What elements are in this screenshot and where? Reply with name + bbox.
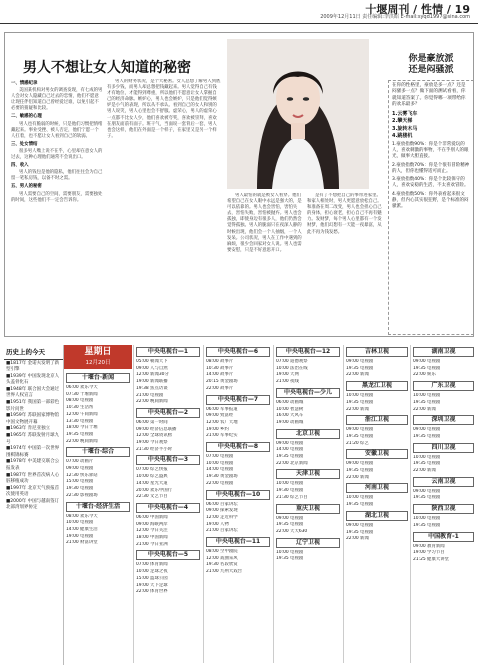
program-line: 08:00 欢乐今天	[66, 513, 98, 519]
channel-name: 中央电视台—6	[206, 347, 270, 357]
program-line: 06:00 动画城	[276, 399, 304, 405]
article-paragraph: 男人最怕的就是被女人看穿。他们希望自己在女人眼中永远是强大的，是可以依靠的。男人也会害怕，害怕失去，害怕失败，害怕被抛弃。男人也会孤独，即使身边有很多人，他们仍然会觉得孤独。男人的脆弱只在夜深人静的时候出现，他们会一个人抽烟，一个人发呆。公司状况，男人在工作中遇到的麻烦，很少会回家对女人说。男人也需要安慰，只是不好意思开口。	[227, 193, 302, 253]
tv-column-2	[136, 345, 200, 665]
program-line: 14:00 星光大道	[136, 480, 168, 486]
program-line: 22:00 体育世界	[136, 589, 168, 595]
program-line: 22:00 晚间新闻	[136, 399, 168, 405]
program-line: 21:00 财富讲堂	[66, 540, 98, 546]
program-line: 07:00 动画片	[66, 459, 94, 465]
program-line: 19:35 电视剧	[413, 399, 441, 405]
program-line: 12:00 戏曲采风	[206, 555, 238, 561]
article-paragraph: 男人的财务状况，是个大秘密。女人总想了解男人到底有多少钱，而男人却总想把钱藏起来。男人觉得自己有钱才有地位，才能得到尊重，所以他们不愿意让女人掌握自己的经济命脉。嫉妒心，男人也会嫉妒，只是他们觉得嫉妒是小气的表现，所以从不承认。看到自己的女人和别的男人说笑，男人心里也会不舒服。虚荣心，男人的虚荣心一点都不比女人少，他们喜欢被夸奖，喜欢被崇拜，喜欢在朋友面前有面子。班干气，当面说一套背后一套，男人也会这样，他们在外面是一个样子，在家里又是另一个样子。	[107, 79, 221, 139]
history-item: ■1974年 中国第一次世界围棋锦标赛	[6, 446, 60, 458]
program-line: 19:00 今日观察	[136, 440, 168, 446]
history-item: ■1997年 北京天气预报首次使用英语	[6, 485, 60, 497]
program-line: 21:30 经济半小时	[136, 446, 173, 452]
quiz-title: 你是豪放派 还是闷骚派	[408, 54, 454, 75]
column-divider	[410, 345, 411, 663]
program-line: 07:00 道德观察	[276, 359, 308, 364]
section-heading: 二、敏感的心理	[11, 114, 42, 120]
program-line: 19:35 电视剧	[413, 461, 441, 467]
program-line: 15:00 篮球公园	[136, 575, 168, 581]
channel-name: 中央电视台—12	[276, 347, 340, 357]
program-line: 22:00 新闻	[346, 372, 369, 378]
program-line: 10:00 电视剧	[66, 520, 94, 526]
program-line: 20:00 欢乐中国行	[136, 487, 173, 493]
program-line: 22:00 电视剧	[206, 480, 234, 486]
program-line: 09:00 探索发现	[206, 508, 238, 514]
program-line: 19:30 电视剧	[276, 488, 304, 494]
section-heading: 三、处女情结	[11, 141, 38, 147]
quiz-result: 1.豪放指数90%：你是个非常爱玩的人，喜欢刺激的事物，不在乎别人的眼光，做事大胆直接。	[392, 141, 469, 160]
section-text: 男人也有脆弱的时候，只是他们习惯把情绪藏起来。事业受挫、被人否定，他们宁愿一个人扛着，也不愿让女人看到自己的软弱。	[11, 121, 103, 139]
program-line: 19:00 电视剧	[66, 533, 94, 539]
tv-column-4	[276, 345, 340, 665]
program-line: 08:00 空中剧院	[206, 549, 238, 555]
program-line: 12:00 走近科学	[206, 514, 238, 520]
program-line: 19:30 电视剧	[66, 486, 94, 492]
program-line: 10:00 电视剧	[413, 393, 441, 399]
program-line: 18:00 中国新闻	[136, 535, 168, 541]
program-line: 10:00 电视剧	[276, 549, 304, 555]
program-line: 19:00 学习节目	[413, 550, 445, 556]
program-line: 07:00 综艺快报	[136, 467, 168, 473]
history-item: ■1959年 苏联国家博物馆中国文物展开幕	[6, 413, 60, 425]
quiz-result: 4.豪放指数50%：你外表看起来很文静，但内心其实很狂野，是个标准的闷骚派。	[392, 191, 469, 210]
program-line: 06:00 百家讲坛	[206, 501, 238, 507]
history-item: ■1939年 中国发现北京人头盖骨化石	[6, 374, 60, 386]
program-line: 22:00 新闻	[346, 406, 369, 412]
program-line: 19:35 电视剧	[346, 433, 374, 439]
tv-column-1	[66, 371, 130, 665]
channel-name: 天津卫视	[276, 469, 340, 479]
channel-name: 浙江卫视	[346, 415, 408, 425]
channel-name: 安徽卫视	[346, 449, 408, 459]
program-line: 05:00 朝闻天下	[136, 359, 168, 364]
program-line: 19:00 天下足球	[136, 582, 168, 588]
history-today	[4, 345, 64, 665]
program-line: 21:00 九州大戏台	[206, 569, 243, 575]
channel-name: 十堰台·经济生活	[66, 502, 130, 512]
program-line: 21:20 综艺	[346, 440, 369, 446]
tv-column-3	[206, 345, 270, 665]
program-line: 09:00 电视剧	[413, 359, 441, 364]
channel-name: 中央电视台—2	[136, 408, 200, 418]
channel-name: 中国教育-1	[413, 532, 474, 542]
column-divider	[273, 345, 274, 663]
quiz-options	[389, 111, 473, 141]
schedule-date-box	[64, 345, 132, 369]
portrait-photo	[227, 39, 369, 189]
program-line: 19:35 电视剧	[346, 365, 374, 371]
program-line: 12:30 快乐驿站	[66, 472, 98, 478]
channel-name: 陕西卫视	[413, 504, 474, 514]
program-line: 19:35 电视剧	[346, 399, 374, 405]
program-line: 19:00 人物	[206, 521, 229, 527]
section-heading: 五、男人的秘密	[11, 184, 42, 190]
history-list	[4, 360, 63, 513]
program-line: 08:00 故事片	[206, 359, 234, 364]
history-item: ■1963年 肯尼亚独立	[6, 426, 51, 432]
feature-article	[4, 32, 474, 337]
channel-name: 辽宁卫视	[276, 538, 340, 548]
program-line: 08:00 电视剧	[66, 398, 94, 404]
program-line: 19:00 天网	[276, 372, 299, 378]
program-line: 20:15 黄金剧场	[206, 379, 238, 385]
program-line: 19:35 电视剧	[413, 522, 441, 528]
program-line: 19:00 新闻联播	[136, 379, 168, 385]
article-headline: 男人不想让女人知道的秘密	[23, 60, 191, 76]
program-line: 22:00 新闻	[346, 474, 369, 480]
program-line: 14:00 电视剧	[276, 447, 304, 453]
program-line: 19:35 电视剧	[413, 495, 441, 501]
channel-name: 四川卫视	[413, 443, 474, 453]
program-line: 22:00 娱乐	[413, 372, 436, 378]
article-column-3	[227, 193, 303, 333]
program-line: 12:00 今日关注	[136, 528, 168, 534]
channel-name: 中央电视台—11	[206, 537, 270, 547]
quiz-option: 1.云雾飞车	[392, 110, 418, 117]
program-line: 15:00 电视剧	[66, 479, 94, 485]
schedule-date: 12月20日	[85, 360, 111, 366]
program-line: 19:35 电视剧	[413, 433, 441, 439]
program-line: 09:00 电视剧	[276, 515, 304, 521]
channel-name: 广东卫视	[413, 381, 474, 391]
program-line: 19:35 电视剧	[276, 454, 304, 460]
article-paragraph: 是有了不想把自己的事带进家里。和家人相处时，男人更愿意放松自己。和准备在周二改变，男人也会担心自己的身体，担心衰老，担心自己不再有魅力。发财梦，每个男人心里都有一个发财梦，他们幻想有一天能一夜暴富，从此不再为钱发愁。	[307, 193, 382, 235]
program-line: 19:00 动画城	[276, 419, 304, 425]
article-column-2	[107, 79, 221, 333]
program-line: 19:00 乡约	[206, 426, 229, 432]
program-line: 19:30 黄金剧场	[206, 474, 238, 480]
program-line: 19:35 电视剧	[413, 365, 441, 371]
program-line: 21:00 今日亚洲	[136, 541, 168, 547]
channel-name: 中央电视台—4	[136, 503, 200, 513]
program-line: 09:00 电视剧	[413, 488, 441, 494]
program-line: 09:00 致富经	[206, 413, 234, 419]
column-divider	[203, 345, 204, 663]
program-line: 22:30 影视剧场	[66, 492, 98, 498]
program-line: 22:00 新闻	[346, 536, 369, 542]
article-column-1	[11, 79, 103, 333]
program-line: 09:00 电视剧	[346, 359, 374, 364]
section-heading: 四、收入	[11, 163, 29, 169]
program-line: 09:00 海峡两岸	[136, 521, 168, 527]
channel-name: 北京卫视	[276, 429, 340, 439]
program-line: 10:00 电视剧	[346, 495, 374, 501]
program-line: 09:00 电视剧	[346, 522, 374, 528]
program-line: 12:00 农广天地	[206, 419, 238, 425]
quiz-box	[388, 80, 474, 335]
channel-name: 重庆卫视	[276, 504, 340, 514]
program-line: 06:00 中国新闻	[136, 514, 168, 520]
program-line: 10:00 电视剧	[413, 454, 441, 460]
program-line: 21:30 综艺节目	[276, 494, 308, 500]
program-line: 10:30 故事片	[206, 365, 234, 371]
program-line: 13:30 电视剧	[66, 418, 94, 424]
program-line: 14:00 故事片	[206, 372, 234, 378]
program-line: 14:00 健康生活	[66, 526, 98, 532]
channel-name: 深圳卫视	[413, 415, 474, 425]
channel-name: 湖北卫视	[346, 511, 408, 521]
program-line: 22:00 新闻	[413, 406, 436, 412]
program-line: 10:30 生活帮	[66, 405, 94, 411]
program-line: 10:00 智慧树	[276, 406, 304, 412]
program-line: 07:00 体育新闻	[136, 562, 168, 568]
program-line: 21:25 健康大讲堂	[413, 556, 450, 562]
history-item: ■1987年 世界首次病人心脏移植成功	[6, 472, 60, 484]
program-line: 19:35 电视剧	[346, 502, 374, 508]
history-item: ■1817年 金诺夫发明了新型引擎	[6, 361, 60, 373]
program-line: 10:00 电视剧	[413, 516, 441, 522]
program-line: 10:00 电视剧	[206, 460, 234, 466]
program-line: 09:00 电视剧	[66, 466, 94, 472]
program-line: 22:00 晚间新闻	[66, 438, 98, 444]
quiz-option: 4.跳楼机	[392, 133, 413, 140]
program-line: 06:00 欢乐今天	[66, 385, 98, 390]
program-line: 19:30 名段欣赏	[206, 562, 238, 568]
program-line: 21:00 夜线	[276, 379, 299, 385]
program-line: 22:00 北京新闻	[276, 460, 308, 466]
channel-name: 河南卫视	[346, 483, 408, 493]
program-line: 22:30 文艺节目	[136, 494, 168, 500]
quiz-lead: 在你的性格里，豪放是多一点？还是闷骚多一点？做下面的测试看看，你就知道答案了。你觉得哪一项带给你的欢乐最多？	[392, 83, 466, 108]
program-line: 19:35 电视剧	[346, 468, 374, 474]
program-line: 06:00 第一时间	[136, 419, 168, 425]
program-line: 19:35 电视剧	[66, 431, 94, 437]
program-line: 09:00 经济信息联播	[136, 426, 177, 432]
program-line: 16:00 大风车	[276, 413, 304, 419]
program-line: 19:35 电视剧	[346, 529, 374, 535]
program-line: 22:00 故事片	[206, 385, 234, 391]
masthead-subtitle: 2009年12月11日 责任编辑:李洪昭 E-mail:syqd1997@sina.com	[320, 14, 470, 20]
column-divider	[343, 345, 344, 663]
tv-column-5	[346, 345, 408, 665]
program-line: 09:00 电视剧	[276, 440, 304, 446]
program-line: 07:30 十堰新闻	[66, 391, 98, 397]
history-item: ■2000年 中国与越南签订北部湾划界协定	[6, 498, 60, 511]
program-line: 09:00 人与自然	[136, 365, 168, 371]
channel-name: 中央电视台—8	[206, 442, 270, 452]
channel-name: 黑龙江卫视	[346, 381, 408, 391]
history-item: ■1965年 苏联发射月球九号	[6, 433, 60, 445]
program-line: 12:00 全球资讯榜	[136, 433, 173, 439]
program-line: 06:00 军事报道	[206, 406, 238, 412]
program-line: 18:00 今日十堰	[66, 425, 98, 431]
program-line: 09:00 电视剧	[346, 461, 374, 467]
masthead-title: 十堰周刊 / 性情 / 19	[365, 3, 470, 16]
program-line: 09:00 电视剧	[346, 427, 374, 433]
channel-name: 中央电视台—1	[136, 347, 200, 357]
schedule-day: 星期日	[84, 347, 112, 357]
column-divider	[133, 345, 134, 663]
program-line: 10:00 综艺盛典	[136, 474, 168, 480]
channel-name: 云南卫视	[413, 477, 474, 487]
channel-name: 中央电视台—3	[136, 455, 200, 465]
history-item: ■1951年 我国第一部彩色影片问世	[6, 400, 60, 412]
program-line: 10:00 电视剧	[276, 481, 304, 487]
quiz-option: 3.旋转木马	[392, 125, 418, 132]
program-line: 21:00 百家讲坛	[206, 528, 238, 534]
program-line: 09:00 电视剧	[413, 427, 441, 433]
tv-column-6	[413, 345, 474, 665]
program-line: 21:00 军事纪实	[206, 433, 238, 439]
masthead	[0, 0, 478, 24]
program-line: 14:00 电视剧	[206, 467, 234, 473]
program-line: 19:35 电视剧	[276, 522, 304, 528]
program-line: 19:38 焦点访谈	[136, 385, 168, 391]
section-heading: 一、情感纪录	[11, 81, 38, 86]
history-title: 历史上的今天	[4, 345, 63, 360]
program-line: 12:00 新闻30分	[136, 372, 169, 378]
channel-name: 中央电视台—10	[206, 490, 270, 500]
channel-name: 湖南卫视	[413, 347, 474, 357]
section-text: 很多男人嘴上说不在乎，心里却在意女人的过去，这种心理他们通常不会说出口。	[11, 148, 103, 161]
channel-name: 十堰台·综合	[66, 447, 130, 457]
program-line: 09:00 教育新闻	[413, 543, 445, 549]
program-line: 21:00 电视剧	[136, 392, 164, 398]
channel-name: 十堰台·新闻	[66, 373, 130, 383]
program-line: 22:00 天天630	[276, 528, 308, 534]
program-line: 22:00 新闻	[413, 468, 436, 474]
program-line: 10:00 电视剧	[346, 393, 374, 399]
section-text: 美国某机构对男女的调查发现，有七成的男人会对女人隐藏自己过去的恋情，他们不愿意让现任伴侣知道自己曾经爱过谁，以免引起不必要的猜疑和比较。	[11, 88, 103, 112]
channel-name: 中央电视台—7	[206, 395, 270, 405]
section-text: 男人需要自己的空间，需要朋友，需要独处的时间，这些他们不一定会告诉你。	[11, 191, 103, 203]
section-text: 男人的钱包是他的隐私，他们往往会为自己留一笔私房钱，以备不时之需。	[11, 170, 103, 182]
history-item: ■1978年 中美建交联合公报发表	[6, 459, 60, 471]
channel-name: 中央电视台—少儿	[276, 388, 340, 398]
program-line: 12:00 午间新闻	[66, 411, 98, 417]
quiz-result: 2.豪放指数70%：你是个很有冒险精神的人，但你也懂得适可而止。	[392, 162, 470, 174]
program-line: 19:35 电视剧	[276, 556, 304, 562]
quiz-option: 2.攀天梯	[392, 118, 413, 125]
channel-name: 中央电视台—5	[136, 550, 200, 560]
channel-name: 吉林卫视	[346, 347, 408, 357]
history-item: ■1948年 联合国大会通过世界人权宣言	[6, 387, 60, 399]
program-line: 10:00 法治在线	[276, 365, 308, 371]
quiz-results	[389, 141, 473, 212]
article-column-4	[307, 193, 383, 333]
quiz-result: 3.豪放指数40%：你是个比较保守的人，喜欢安稳的生活，不太喜欢冒险。	[392, 177, 469, 189]
program-line: 10:00 足球之夜	[136, 569, 168, 575]
program-line: 07:00 电视剧	[206, 454, 234, 460]
